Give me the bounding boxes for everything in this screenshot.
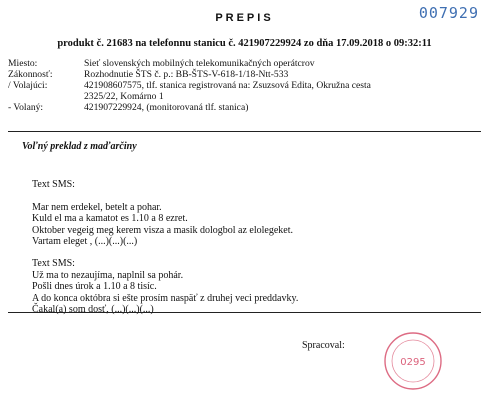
meta-label: / Volajúci:	[8, 80, 48, 91]
meta-value	[84, 58, 414, 69]
sms-line: Oktober vegeig meg kerem visza a masik dologbol az elolegeket.	[32, 224, 294, 236]
divider-top	[8, 131, 481, 132]
meta-row-place	[8, 58, 414, 69]
meta-value	[84, 80, 414, 102]
sms-label: Text SMS:	[32, 179, 75, 190]
sms-line: Už ma to nezaujíma, naplnil sa pohár.	[32, 269, 184, 281]
meta-label: Miesto:	[8, 58, 38, 69]
sms-line: Mar nem erdekel, betelt a pohar.	[32, 201, 162, 213]
meta-row-callee	[8, 102, 414, 113]
meta-value-line: Rozhodnutie ŠTS č. p.: BB-ŠTS-V-618-1/18-Ntt-533	[84, 69, 289, 80]
meta-value	[84, 102, 414, 113]
meta-value-line: 421907229924, (monitorovaná tlf. stanica)	[84, 102, 249, 113]
meta-row-legality	[8, 69, 414, 80]
stamp-text: 0295	[400, 357, 426, 368]
document-title: PREPIS	[215, 12, 274, 24]
meta-label: Zákonnosť:	[8, 69, 53, 80]
spacer	[32, 191, 293, 202]
document-number-stamp: 007929	[418, 4, 479, 22]
sms-translation-block	[32, 258, 298, 316]
official-stamp	[382, 330, 444, 392]
sms-original-block	[32, 179, 293, 248]
sms-line: Čakal(a) som dosť, (...)(...)(...)	[32, 304, 154, 315]
meta-value-line: 421908607575, tlf. stanica registrovaná na: Zsuzsová Edita, Okružna cesta	[84, 80, 371, 91]
divider-bottom	[8, 312, 481, 313]
document-subtitle: produkt č. 21683 na telefonnu stanicu č. 421907229924 zo dňa 17.09.2018 o 09:32:11	[57, 38, 432, 49]
metadata-table	[8, 58, 414, 113]
sms-line: Kuld el ma a kamatot es 1.10 a 8 ezret.	[32, 213, 188, 224]
meta-label: - Volaný:	[8, 102, 44, 113]
sms-line: Vartam eleget , (...)(...)(...)	[32, 236, 138, 247]
meta-value	[84, 69, 414, 80]
meta-value-line: Sieť slovenských mobilných telekomunikačných operátcrov	[84, 58, 315, 69]
signature-label: Spracoval:	[302, 340, 345, 351]
sms-line: A do konca októbra si ešte prosím naspäť z druhej veci preddavky.	[32, 292, 299, 304]
sms-label: Text SMS:	[32, 258, 75, 269]
sms-line: Pošli dnes úrok a 1.10 a 8 tisíc.	[32, 281, 157, 292]
translation-heading: Voľný preklad z maďarčiny	[22, 141, 137, 152]
meta-value-line: 2325/22, Komárno 1	[84, 91, 164, 102]
meta-row-caller	[8, 80, 414, 102]
